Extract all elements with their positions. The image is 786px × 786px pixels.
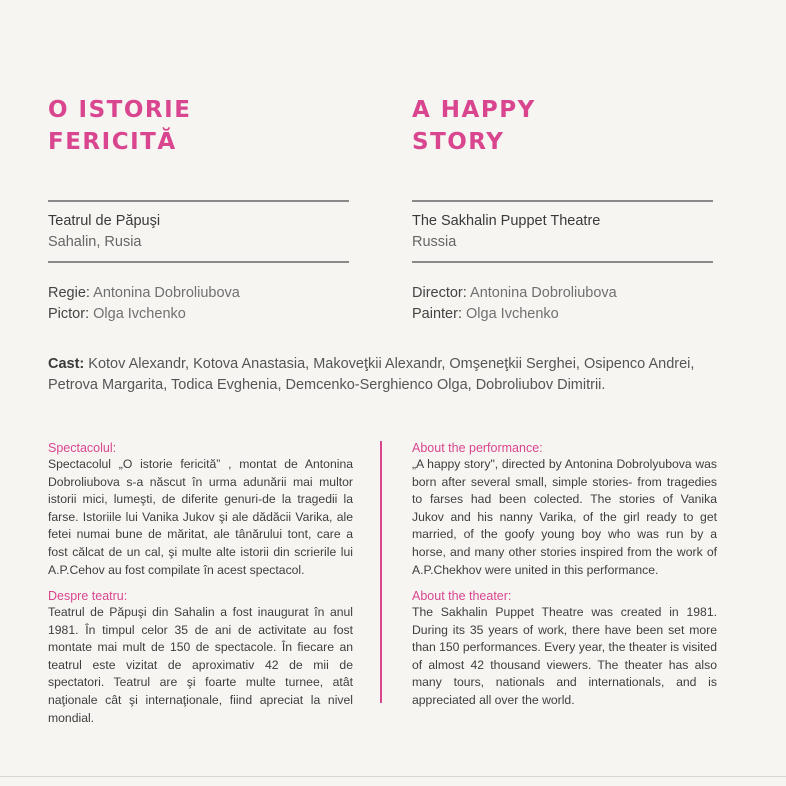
painter-label-ro: Pictor:: [48, 306, 90, 322]
title-ro-line2: FERICITĂ: [48, 129, 177, 155]
section-body: The Sakhalin Puppet Theatre was created in 1981. During its 35 years of work, there have been set more than 150 performances. Every year, the theater is visited of almost 42 thousand viewers. The theater has also many tours, nationals and internationals, and is appreciated all over the world.: [412, 605, 717, 707]
theatre-name-ro: Teatrul de Păpuşi: [48, 213, 161, 229]
rule-en-bottom: [412, 261, 713, 263]
rule-ro-bottom: [48, 261, 349, 263]
title-ro: [48, 94, 191, 158]
director-line-ro: [48, 283, 240, 304]
section-heading: Spectacolul:: [48, 441, 117, 455]
painter-line-ro: [48, 304, 240, 325]
section-body: Teatrul de Păpuşi din Sahalin a fost inaugurat în anul 1981. În timpul celor 35 de ani de activitate au fost montate mai mult de 150 de spectacole. În fiecare an teatrul este vizitat de aproximativ 42 de mii de spectatori. Teatrul are şi foarte multe turnee, atât naţionale cât şi internaţionale, fiind apreciat la nivel mondial.: [48, 605, 353, 725]
section-heading: About the theater:: [412, 589, 512, 603]
title-en-line1: A HAPPY: [412, 97, 536, 123]
director-label-ro: Regie:: [48, 285, 90, 301]
rule-ro-top: [48, 200, 349, 202]
column-divider: [380, 441, 382, 703]
section-heading: Despre teatru:: [48, 589, 128, 603]
director-value-ro: Antonina Dobroliubova: [93, 285, 240, 301]
title-en: [412, 94, 536, 158]
painter-line-en: [412, 304, 617, 325]
theatre-info-ro: [48, 211, 160, 253]
theatre-place-en: Russia: [412, 234, 457, 250]
cast-label: Cast:: [48, 356, 85, 372]
cast-list: Kotov Alexandr, Kotova Anastasia, Makoveţkii Alexandr, Omşeneţkii Serghei, Osipenco Andrei, Petrova Margarita, Todica Evghenia, Demcenko-Serghienco Olga, Dobroliubov Dimitrii.: [48, 356, 695, 393]
page-edge-line: [0, 776, 786, 777]
director-line-en: [412, 283, 617, 304]
theatre-place-ro: Sahalin, Rusia: [48, 234, 142, 250]
theatre-name-en: The Sakhalin Puppet Theatre: [412, 213, 601, 229]
cast-paragraph: [48, 354, 748, 396]
painter-value-ro: Olga Ivchenko: [93, 306, 186, 322]
director-label-en: Director:: [412, 285, 467, 301]
title-ro-line1: O ISTORIE: [48, 97, 192, 123]
section-en-theatre: [412, 588, 717, 710]
credits-ro: [48, 283, 240, 325]
director-value-en: Antonina Dobroliubova: [470, 285, 617, 301]
painter-label-en: Painter:: [412, 306, 462, 322]
section-body: Spectacolul „O istorie fericită” , montat de Antonina Dobroliubova s-a născut în urma adunării mai multor istorii mici, lumeşti, de diferite genuri-de la tragedii la farse. Istoriile lui Vanika Jukov şi ale dădăcii Varika, ale fetei numai bune de măritat, ale tânărului tont, care a fost călcat de un cal, şi multe alte istorii din scrierile lui A.P.Cehov au fost compilate în acest spectacol.: [48, 457, 353, 577]
title-en-line2: STORY: [412, 129, 505, 155]
section-heading: About the performance:: [412, 441, 543, 455]
painter-value-en: Olga Ivchenko: [466, 306, 559, 322]
credits-en: [412, 283, 617, 325]
section-ro-theatre: [48, 588, 353, 727]
section-ro-performance: [48, 440, 353, 579]
rule-en-top: [412, 200, 713, 202]
section-body: „A happy story", directed by Antonina Dobrolyubova was born after several small, simple stories- from tragedies to farses had been colected. The stories of Vanika Jukov and his nanny Varika, of the girl ready to get married, of the goofy young boy who was run by a horse, and many other stories inspired from the work of A.P.Chekhov were united in this performance.: [412, 457, 717, 577]
section-en-performance: [412, 440, 717, 579]
theatre-info-en: [412, 211, 600, 253]
